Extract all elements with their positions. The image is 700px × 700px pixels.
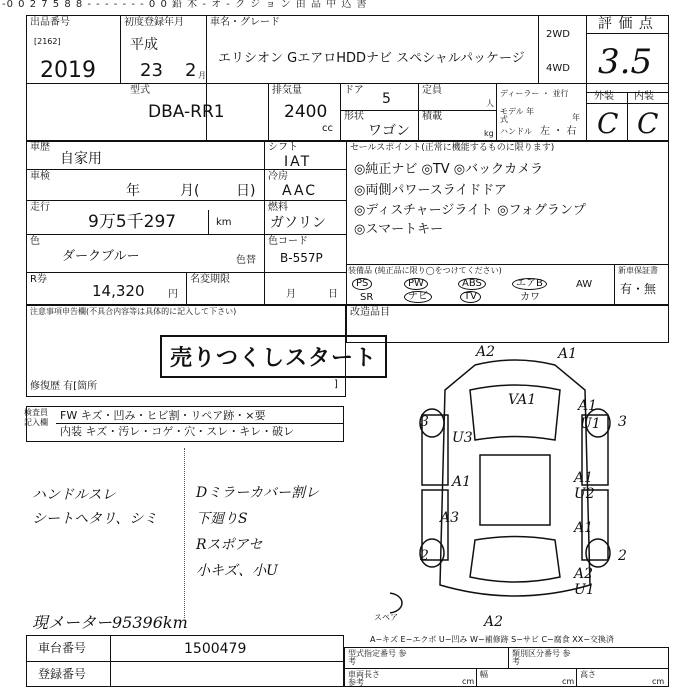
sales-point-3: ◎ディスチャージライト ◎フォグランプ — [354, 203, 586, 218]
reg-number-label: 登録番号 — [38, 667, 87, 681]
hand-note-1: ハンドルスレ — [32, 487, 116, 503]
reg-era: 平成 — [130, 37, 158, 53]
inspector-row-1: FW キズ・凹み・ヒビ割・リペア跡・×要 — [60, 409, 266, 422]
equip-sr: SR — [360, 292, 374, 303]
exterior-label: 外装 — [594, 91, 614, 102]
displacement-value: 2400 — [284, 102, 328, 122]
shift-value: IAT — [284, 154, 312, 170]
equip-pw: PW — [404, 278, 428, 290]
ac-value: AAC — [282, 183, 318, 199]
dealer-label: ディーラー ・ 並行 — [500, 89, 569, 98]
displacement-unit: cc — [322, 123, 333, 134]
equip-leather: カワ — [520, 292, 540, 303]
mark-tire-fl: 3 — [420, 414, 429, 430]
mileage-value: 9万5千297 — [88, 212, 177, 232]
length-unit: cm — [462, 677, 475, 686]
reg-month: 2 — [185, 60, 197, 81]
color-code-label: 色コード — [268, 236, 308, 247]
handle-label: ハンドル — [500, 127, 532, 136]
mark-tire-rl: 2 — [420, 548, 429, 564]
mileage-unit: km — [216, 217, 232, 228]
r-unit: 円 — [168, 289, 178, 300]
score-label: 評 価 点 — [598, 16, 654, 32]
mark-tire-rr: 2 — [618, 548, 627, 564]
fuel-label: 燃料 — [268, 202, 288, 213]
lot-label: 出品番号 — [30, 17, 70, 28]
doors-label: ドア — [344, 85, 364, 96]
category-label: 類別区分番号 参考 — [512, 649, 571, 666]
drive-4wd: 4WD — [546, 63, 570, 74]
hand-note-4: 下廻りS — [196, 511, 248, 527]
transfer-day: 日 — [328, 289, 338, 300]
lot-sub: [2162] — [34, 37, 61, 46]
color-value: ダークブルー — [62, 249, 140, 264]
year-unit: 年 — [572, 113, 580, 122]
r-value: 14,320 — [92, 282, 145, 300]
mark-front-left: A2 — [476, 344, 496, 360]
equip-navi: ナビ — [404, 291, 432, 303]
sales-point-1: ◎純正ナビ ◎TV ◎バックカメラ — [354, 162, 544, 177]
hand-note-5: Rスポアセ — [196, 537, 263, 553]
height-unit: cm — [652, 677, 665, 686]
capacity-unit: 人 — [486, 99, 494, 108]
mod-label: 改造品目 — [350, 307, 390, 318]
reg-year: 23 — [140, 60, 163, 81]
load-label: 積載 — [422, 111, 442, 122]
mark-front-right: A1 — [558, 346, 578, 362]
body-label: 形状 — [344, 111, 364, 122]
mark-tire-fr: 3 — [618, 414, 627, 430]
lot-number: 2019 — [40, 58, 96, 83]
model-value: DBA-RR1 — [148, 102, 225, 122]
width-label: 幅 — [480, 670, 488, 679]
handle-value: 左 ・ 右 — [540, 126, 577, 137]
model-designation-label: 型式指定番号 参考 — [348, 649, 407, 666]
equipment-label: 装備品 (純正品に限り◯をつけてください) — [348, 266, 502, 275]
height-label: 高さ — [580, 670, 596, 679]
ac-label: 冷房 — [268, 171, 288, 182]
mod-frame — [346, 305, 669, 343]
damage-legend: A−キズ E−エクボ U−凹み W−補修跡 S−サビ C−腐食 XX−交換済 — [370, 635, 614, 644]
transfer-label: 名変期限 — [190, 274, 230, 285]
score-value: 3.5 — [598, 42, 653, 82]
spare-label: スペア — [374, 613, 398, 622]
mark-left-rear-door: A3 — [440, 510, 460, 526]
mark-right-rear-door: A1 — [574, 520, 594, 536]
inspector-label: 検査員 記入欄 — [24, 408, 48, 428]
model-year-label: モデル 年式 — [500, 107, 535, 124]
usage-value: 自家用 — [60, 151, 102, 167]
equip-airbag: エアB — [512, 278, 547, 290]
inspector-row-2: 内装 キズ・汚レ・コゲ・穴・スレ・キレ・破レ — [60, 425, 295, 438]
sales-points-label: セールスポイント(正常に機能するものに限ります) — [350, 143, 555, 153]
chassis-value: 1500479 — [184, 641, 247, 657]
exterior-grade: C — [597, 107, 619, 140]
inspection-label: 車検 — [30, 171, 50, 182]
interior-label: 内装 — [634, 91, 654, 102]
hand-note-3: Dミラーカバー割レ — [196, 485, 319, 501]
header-frame — [26, 15, 669, 141]
top-strip: -0 0 2 7 5 8 8 - - - - - - - 0 0 鉛 木 - オ - ク ジ ョ ン 由 品 中 込 書 — [2, 0, 368, 10]
reg-label: 初度登録年月 — [124, 17, 184, 28]
mark-right-door: A1 U2 — [574, 470, 595, 502]
usage-label: 車歴 — [30, 142, 50, 153]
repair-history: 修復歴 有[箇所 — [30, 381, 98, 392]
load-unit: kg — [484, 129, 494, 138]
model-label: 型式 — [130, 85, 150, 96]
mark-hood: VA1 — [508, 392, 537, 408]
mark-left-pillar: U3 — [452, 430, 473, 446]
name-label: 車名・グレード — [210, 17, 280, 28]
manual-label: 新車保証書 — [618, 266, 658, 275]
hand-note-2: シートヘタリ、シミ — [32, 511, 158, 527]
color-code-value: B-557P — [280, 251, 323, 265]
equip-tv: TV — [460, 291, 481, 303]
drive-2wd: 2WD — [546, 29, 570, 40]
displacement-label: 排気量 — [272, 85, 302, 96]
inspection-month: 月( — [180, 183, 200, 199]
notes-label: 注意事項申告欄(不具合内容等は具体的に記入して下さい) — [30, 307, 237, 316]
r-label: R券 — [30, 274, 47, 285]
inspection-day: 日) — [236, 183, 256, 199]
meter-note: 現メーター95396km — [32, 613, 188, 632]
width-unit: cm — [562, 677, 575, 686]
color-label: 色 — [30, 236, 40, 247]
hand-note-6: 小キズ、小U — [196, 563, 278, 579]
mileage-label: 走行 — [30, 202, 50, 213]
mark-left-door: A1 — [452, 474, 472, 490]
inspection-year: 年 — [126, 183, 140, 199]
mark-right-fender: A1 — [578, 398, 598, 414]
equip-ps: PS — [352, 278, 372, 290]
shift-label: シフト — [268, 142, 298, 153]
chassis-label: 車台番号 — [38, 641, 87, 655]
repair-bracket: ] — [334, 379, 338, 390]
mark-right-fender-2: U1 — [580, 416, 601, 432]
sales-point-2: ◎両側パワースライドドア — [354, 183, 507, 198]
body-value: ワゴン — [368, 123, 410, 139]
color-change: 色替 — [236, 255, 256, 266]
equip-aw: AW — [576, 279, 593, 290]
car-name: エリシオン GエアロHDDナビ スペシャルパッケージ — [218, 51, 525, 66]
doors-value: 5 — [382, 91, 391, 107]
sale-stamp: 売りつくしスタート — [160, 335, 387, 378]
mark-rear: A2 — [484, 614, 504, 630]
length-label: 車両長さ 参考 — [348, 670, 380, 687]
fuel-value: ガソリン — [270, 215, 326, 231]
sales-point-4: ◎スマートキー — [354, 222, 444, 237]
interior-grade: C — [637, 107, 659, 140]
mark-rear-right: A2 U1 — [574, 566, 595, 598]
capacity-label: 定員 — [422, 85, 442, 96]
manual-value: 有・無 — [620, 282, 657, 296]
reg-month-unit: 月 — [198, 71, 206, 80]
transfer-month: 月 — [286, 289, 296, 300]
equip-abs: ABS — [458, 278, 486, 290]
